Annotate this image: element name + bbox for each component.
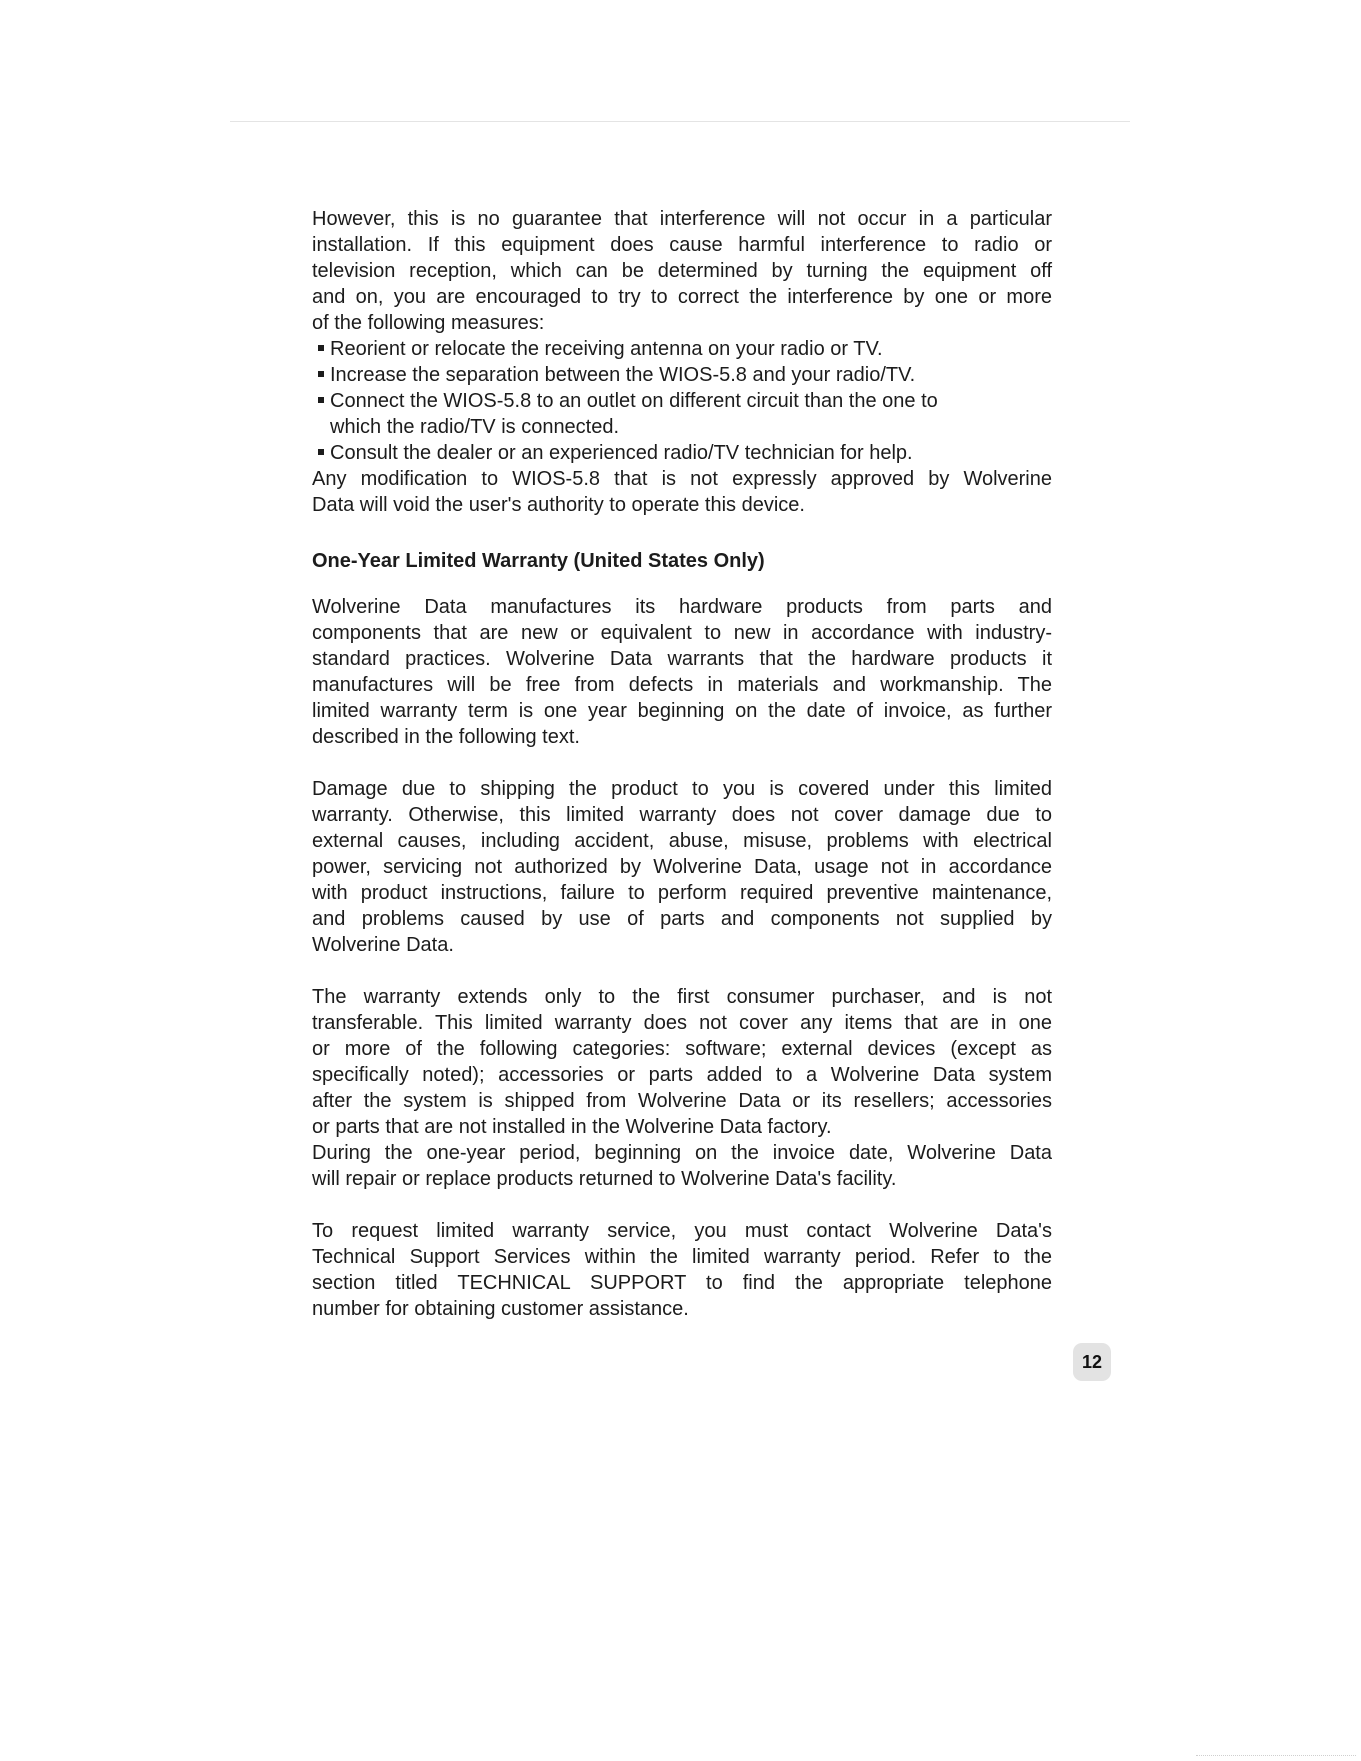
text-line: Data will void the user's authority to operate this device. xyxy=(312,494,805,516)
list-item xyxy=(312,336,1052,362)
text-line: power, servicing not authorized by Wolverine Data, usage not in accordance xyxy=(312,856,1052,878)
list-item xyxy=(312,388,1052,414)
text-line: During the one-year period, beginning on the invoice date, Wolverine Data xyxy=(312,1142,1052,1164)
list-item-text: Increase the separation between the WIOS-5.8 and your radio/TV. xyxy=(330,364,916,386)
text-line: standard practices. Wolverine Data warrants that the hardware products it xyxy=(312,648,1052,670)
text-line: installation. If this equipment does cause harmful interference to radio or xyxy=(312,234,1052,256)
text-line: limited warranty term is one year beginning on the date of invoice, as further xyxy=(312,700,1052,722)
text-line: or more of the following categories: software; external devices (except as xyxy=(312,1038,1052,1060)
paragraph-gap xyxy=(312,958,1052,984)
text-line: television reception, which can be determined by turning the equipment off xyxy=(312,260,1052,282)
text-line: manufactures will be free from defects in materials and workmanship. The xyxy=(312,674,1052,696)
warranty-heading: One-Year Limited Warranty (United States Only) xyxy=(312,550,765,572)
warranty-paragraph-2 xyxy=(312,776,1052,958)
text-line: warranty. Otherwise, this limited warranty does not cover damage due to xyxy=(312,804,1052,826)
text-line: after the system is shipped from Wolverine Data or its resellers; accessories xyxy=(312,1090,1052,1112)
text-line: described in the following text. xyxy=(312,726,580,748)
paragraph-gap xyxy=(312,1192,1052,1218)
warranty-paragraph-5 xyxy=(312,1218,1052,1322)
paragraph-gap xyxy=(312,750,1052,776)
measures-list xyxy=(312,336,1052,466)
text-line: specifically noted); accessories or parts added to a Wolverine Data system xyxy=(312,1064,1052,1086)
header-rule xyxy=(230,121,1130,122)
text-line: or parts that are not installed in the Wolverine Data factory. xyxy=(312,1116,832,1138)
list-item-text: Connect the WIOS-5.8 to an outlet on different circuit than the one to xyxy=(330,390,938,412)
text-line: The warranty extends only to the first consumer purchaser, and is not xyxy=(312,986,1052,1008)
text-line: section titled TECHNICAL SUPPORT to find the appropriate telephone xyxy=(312,1272,1052,1294)
list-item-continuation: which the radio/TV is connected. xyxy=(330,416,620,438)
text-line: of the following measures: xyxy=(312,312,545,334)
text-line: Damage due to shipping the product to you is covered under this limited xyxy=(312,778,1052,800)
text-line: and on, you are encouraged to try to correct the interference by one or more xyxy=(312,286,1052,308)
text-line: and problems caused by use of parts and components not supplied by xyxy=(312,908,1052,930)
text-line: However, this is no guarantee that interference will not occur in a particular xyxy=(312,208,1052,230)
text-line: Any modification to WIOS-5.8 that is not expressly approved by Wolverine xyxy=(312,468,1052,490)
square-bullet-icon xyxy=(318,449,324,455)
page-number-badge: 12 xyxy=(1073,1343,1111,1381)
text-line: external causes, including accident, abuse, misuse, problems with electrical xyxy=(312,830,1052,852)
warranty-paragraph-4 xyxy=(312,1140,1052,1192)
square-bullet-icon xyxy=(318,371,324,377)
list-item xyxy=(312,440,1052,466)
list-item-text: Consult the dealer or an experienced radio/TV technician for help. xyxy=(330,442,913,464)
list-item xyxy=(312,362,1052,388)
text-line: with product instructions, failure to perform required preventive maintenance, xyxy=(312,882,1052,904)
text-line: Wolverine Data. xyxy=(312,934,454,956)
text-line: Wolverine Data manufactures its hardware products from parts and xyxy=(312,596,1052,618)
document-body xyxy=(312,206,1052,1322)
text-line: components that are new or equivalent to new in accordance with industry- xyxy=(312,622,1052,644)
bottom-dotted-rule xyxy=(1196,1755,1356,1757)
text-line: number for obtaining customer assistance. xyxy=(312,1298,689,1320)
text-line: will repair or replace products returned to Wolverine Data's facility. xyxy=(312,1168,897,1190)
warranty-paragraph-3 xyxy=(312,984,1052,1140)
square-bullet-icon xyxy=(318,397,324,403)
fcc-intro-paragraph xyxy=(312,206,1052,336)
list-item-text: Reorient or relocate the receiving antenna on your radio or TV. xyxy=(330,338,883,360)
warranty-paragraph-1 xyxy=(312,594,1052,750)
text-line: transferable. This limited warranty does not cover any items that are in one xyxy=(312,1012,1052,1034)
text-line: To request limited warranty service, you must contact Wolverine Data's xyxy=(312,1220,1052,1242)
square-bullet-icon xyxy=(318,345,324,351)
text-line: Technical Support Services within the limited warranty period. Refer to the xyxy=(312,1246,1052,1268)
modification-paragraph xyxy=(312,466,1052,518)
